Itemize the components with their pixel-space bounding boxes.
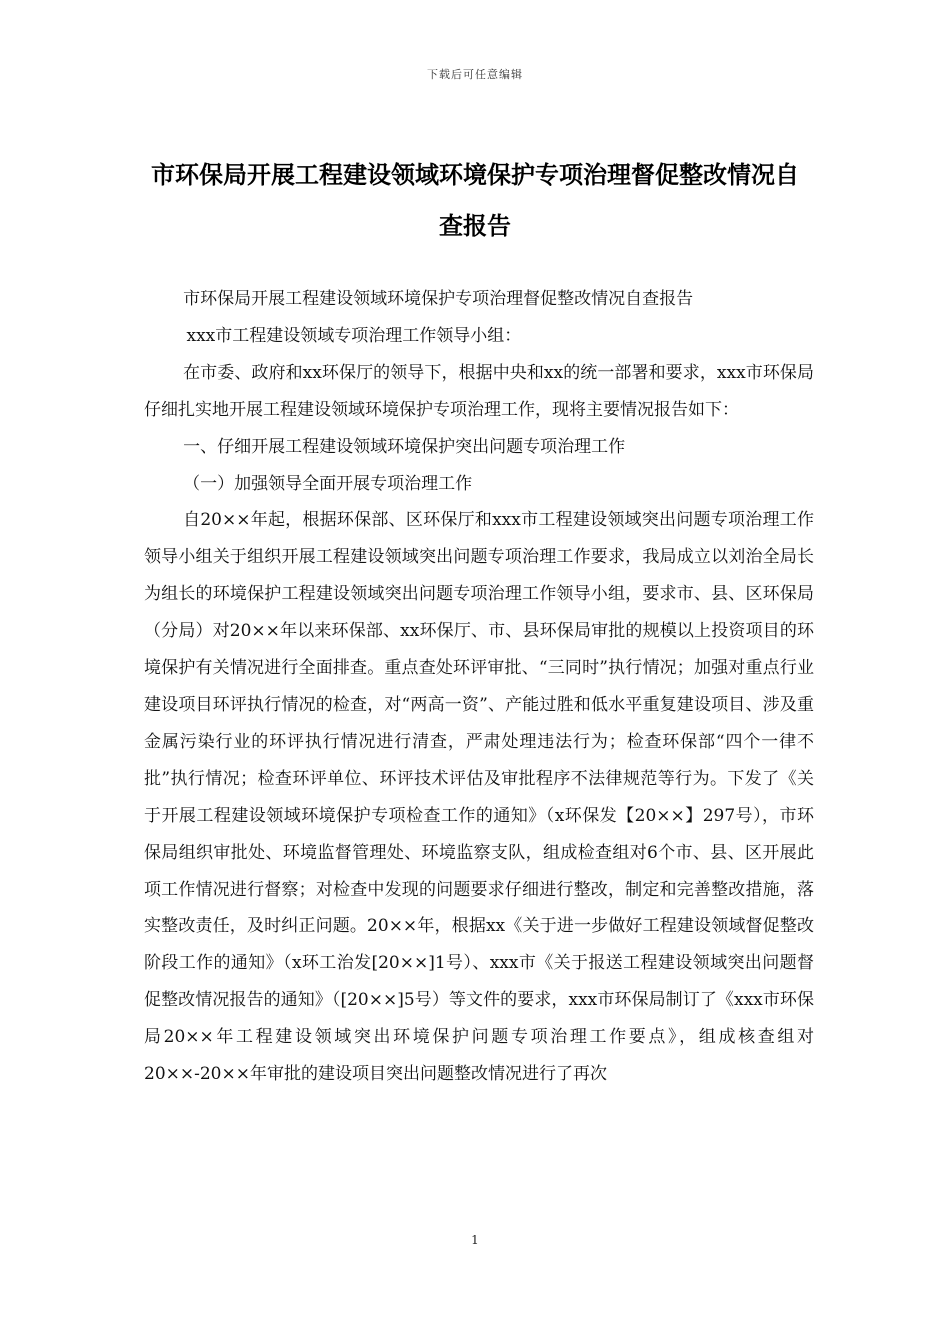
paragraph-subsection-heading: （一）加强领导全面开展专项治理工作 [183, 473, 473, 494]
paragraph-section-heading: 一、仔细开展工程建设领域环境保护突出问题专项治理工作 [183, 436, 626, 457]
paragraph-body: 自20××年起，根据环保部、区环保厅和xxx市工程建设领域突出问题专项治理工作领导小组关于组织开展工程建设领域突出问题专项治理工作要求，我局成立以刘治全局长为组长的环境保护工程建设领域突出问题专项治理工作领导小组，要求市、县、区环保局（分局）对20××年以来环保部、xx环保厅、市、县环保局审批的规模以上投资项目的环境保护有关情况进行全面排查。重点查处环评审批、“三同时”执行情况；加强对重点行业建设项目环评执行情况的检查，对“两高一资”、产能过胜和低水平重复建设项目、涉及重金属污染行业的环评执行情况进行清查，严肃处理违法行为；检查环保部“四个一律不批”执行情况；检查环评单位、环评技术评估及审批程序不法律规范等行为。下发了《关于开展工程建设领域环境保护专项检查工作的通知》（x环保发【20××】297号），市环保局组织审批处、环境监督管理处、环境监察支队，组成检查组对6个市、县、区开展此项工作情况进行督察；对检查中发现的问题要求仔细进行整改，制定和完善整改措施，落实整改责任，及时纠正问题。20××年，根据xx《关于进一步做好工程建设领域督促整改阶段工作的通知》（x环工治发[20××]1号）、xxx市《关于报送工程建设领域突出问题督促整改情况报告的通知》（[20××]5号）等文件的要求，xxx市环保局制订了《xxx市环保局20××年工程建设领域突出环境保护问题专项治理工作要点》，组成核查组对20××-20××年审批的建设项目突出问题整改情况进行了再次 [144, 510, 814, 1085]
header-note: 下载后可任意编辑 [427, 68, 523, 81]
paragraph-heading-repeat: 市环保局开展工程建设领域环境保护专项治理督促整改情况自查报告 [183, 289, 694, 309]
page-number: 1 [471, 1233, 479, 1247]
paragraph-intro: 在市委、政府和xx环保厅的领导下，根据中央和xx的统一部署和要求，xxx市环保局仔细扎实地开展工程建设领域环境保护专项治理工作，现将主要情况报告如下： [144, 362, 814, 420]
document-title: 市环保局开展工程建设领域环境保护专项治理督促整改情况自查报告 [151, 161, 799, 240]
document-body [144, 281, 814, 1093]
paragraph-salutation: xxx市工程建设领域专项治理工作领导小组： [186, 325, 522, 346]
